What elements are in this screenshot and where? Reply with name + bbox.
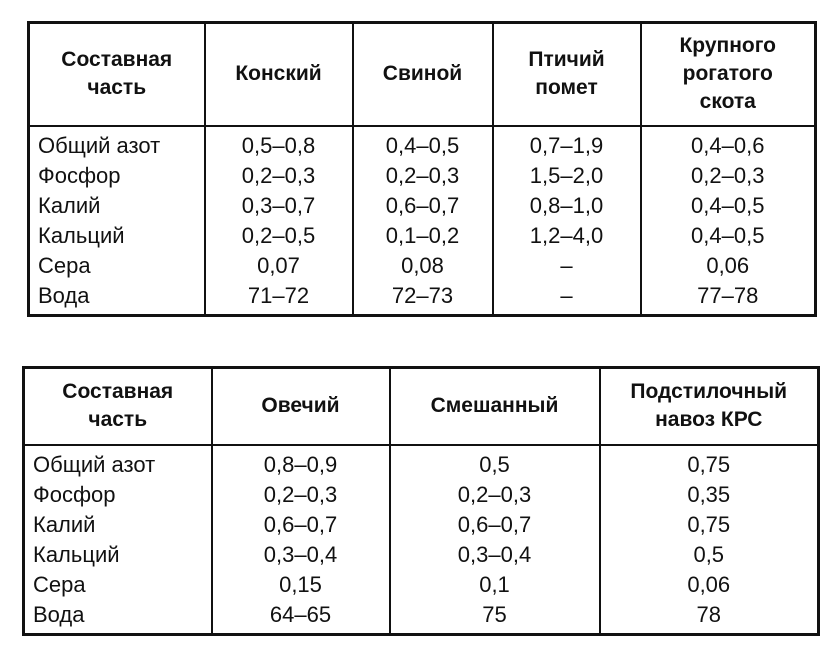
table-cell: 0,35 bbox=[600, 480, 819, 510]
table-cell: – bbox=[493, 251, 641, 281]
header-litter-manure-cattle: Подстилочный навоз КРС bbox=[600, 368, 819, 445]
table-cell: 0,06 bbox=[600, 570, 819, 600]
header-pig: Свиной bbox=[353, 23, 493, 126]
table-cell: 0,2–0,3 bbox=[212, 480, 390, 510]
table-cell: 64–65 bbox=[212, 600, 390, 635]
table-cell: 0,4–0,5 bbox=[641, 221, 816, 251]
table-row bbox=[24, 600, 819, 635]
header-component: Составная часть bbox=[29, 23, 205, 126]
table-row bbox=[24, 540, 819, 570]
table-row bbox=[29, 221, 816, 251]
table-cell: 0,1–0,2 bbox=[353, 221, 493, 251]
table-cell: 0,6–0,7 bbox=[390, 510, 600, 540]
table-cell: 0,3–0,4 bbox=[212, 540, 390, 570]
row-label: Фосфор bbox=[24, 480, 212, 510]
table-cell: 0,8–1,0 bbox=[493, 191, 641, 221]
table-header-row bbox=[24, 368, 819, 445]
row-label: Калий bbox=[29, 191, 205, 221]
table-row bbox=[29, 251, 816, 281]
table-cell: 0,7–1,9 bbox=[493, 126, 641, 161]
table-cell: 0,8–0,9 bbox=[212, 445, 390, 480]
table-cell: 0,6–0,7 bbox=[212, 510, 390, 540]
table-cell: 0,4–0,6 bbox=[641, 126, 816, 161]
row-label: Общий азот bbox=[24, 445, 212, 480]
table-row bbox=[24, 445, 819, 480]
table-cell: 0,6–0,7 bbox=[353, 191, 493, 221]
table-cell: 1,2–4,0 bbox=[493, 221, 641, 251]
table-cell: 1,5–2,0 bbox=[493, 161, 641, 191]
table-cell: 77–78 bbox=[641, 281, 816, 316]
table-cell: 0,2–0,3 bbox=[641, 161, 816, 191]
row-label: Вода bbox=[24, 600, 212, 635]
table-row bbox=[29, 161, 816, 191]
table-cell: 0,2–0,3 bbox=[205, 161, 353, 191]
row-label: Сера bbox=[24, 570, 212, 600]
row-label: Кальций bbox=[24, 540, 212, 570]
table-cell: 0,3–0,7 bbox=[205, 191, 353, 221]
manure-composition-table-1 bbox=[27, 21, 817, 317]
table-cell: 78 bbox=[600, 600, 819, 635]
table-cell: 0,2–0,3 bbox=[390, 480, 600, 510]
table-cell: 0,4–0,5 bbox=[353, 126, 493, 161]
row-label: Общий азот bbox=[29, 126, 205, 161]
row-label: Вода bbox=[29, 281, 205, 316]
table-cell: 75 bbox=[390, 600, 600, 635]
table-cell: 72–73 bbox=[353, 281, 493, 316]
header-horse: Конский bbox=[205, 23, 353, 126]
table-row bbox=[24, 570, 819, 600]
table-cell: 0,5 bbox=[390, 445, 600, 480]
row-label: Калий bbox=[24, 510, 212, 540]
table-cell: 0,2–0,5 bbox=[205, 221, 353, 251]
row-label: Фосфор bbox=[29, 161, 205, 191]
header-cattle: Крупного рогатого скота bbox=[641, 23, 816, 126]
manure-composition-table-2 bbox=[22, 366, 820, 636]
table-cell: 0,06 bbox=[641, 251, 816, 281]
table-cell: 0,75 bbox=[600, 445, 819, 480]
table-cell: 0,4–0,5 bbox=[641, 191, 816, 221]
row-label: Кальций bbox=[29, 221, 205, 251]
table-row bbox=[29, 281, 816, 316]
table-cell: – bbox=[493, 281, 641, 316]
header-mixed: Смешанный bbox=[390, 368, 600, 445]
table-row bbox=[29, 191, 816, 221]
header-sheep: Овечий bbox=[212, 368, 390, 445]
table-cell: 0,1 bbox=[390, 570, 600, 600]
table-cell: 0,08 bbox=[353, 251, 493, 281]
table-row bbox=[29, 126, 816, 161]
table-cell: 0,75 bbox=[600, 510, 819, 540]
row-label: Сера bbox=[29, 251, 205, 281]
table-header-row bbox=[29, 23, 816, 126]
table-cell: 0,5–0,8 bbox=[205, 126, 353, 161]
header-component: Составная часть bbox=[24, 368, 212, 445]
table-row bbox=[24, 510, 819, 540]
table-row bbox=[24, 480, 819, 510]
table-cell: 0,07 bbox=[205, 251, 353, 281]
table-cell: 0,15 bbox=[212, 570, 390, 600]
table-cell: 0,3–0,4 bbox=[390, 540, 600, 570]
table-cell: 0,5 bbox=[600, 540, 819, 570]
table-cell: 0,2–0,3 bbox=[353, 161, 493, 191]
header-bird-droppings: Птичий помет bbox=[493, 23, 641, 126]
table-cell: 71–72 bbox=[205, 281, 353, 316]
